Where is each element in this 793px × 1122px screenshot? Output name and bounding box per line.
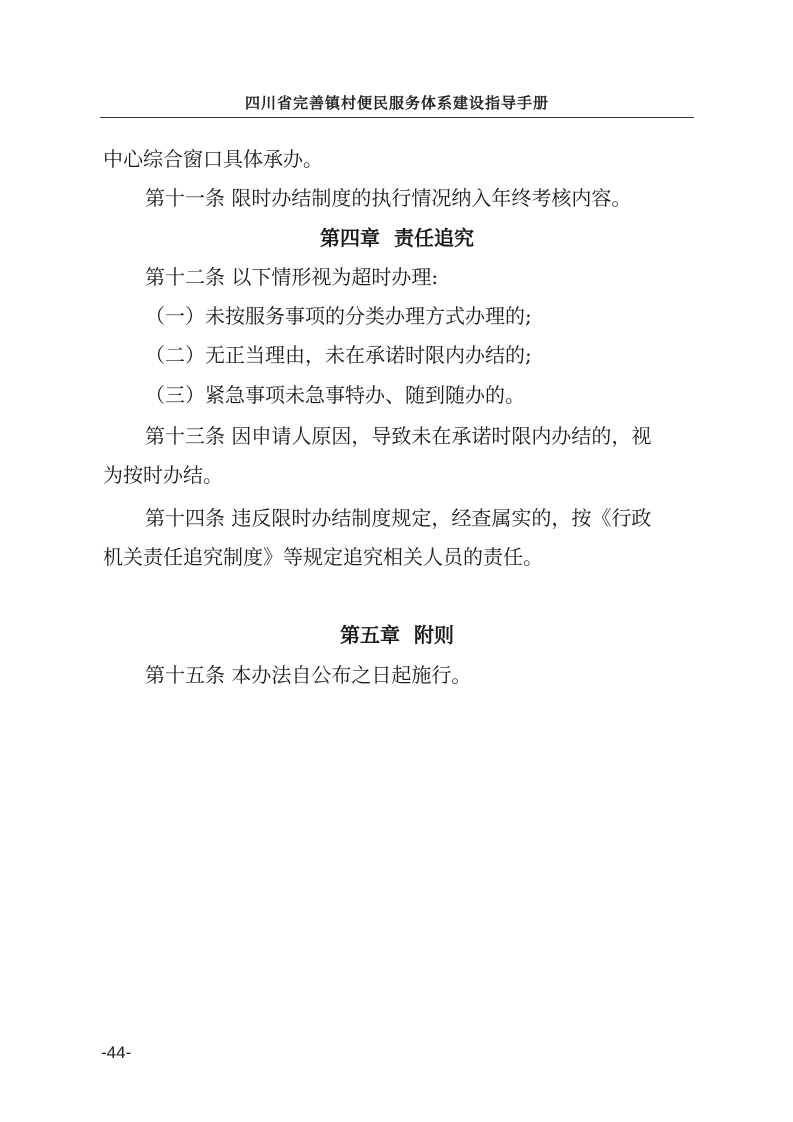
article-14-continued: 机关责任追究制度》等规定追究相关人员的责任。 bbox=[103, 545, 543, 569]
article-14: 第十四条 违反限时办结制度规定，经查属实的，按《行政 bbox=[145, 506, 652, 530]
body-line: 中心综合窗口具体承办。 bbox=[103, 147, 323, 171]
article-13: 第十三条 因申请人原因，导致未在承诺时限内办结的，视 bbox=[145, 424, 652, 448]
page-number: -44- bbox=[101, 1043, 132, 1062]
chapter-5-heading: 第五章 附则 bbox=[340, 623, 454, 647]
article-12-item-3: （三）紧急事项未急事特办、随到随办的。 bbox=[145, 383, 525, 407]
header-rule bbox=[100, 117, 694, 118]
running-header: 四川省完善镇村便民服务体系建设指导手册 bbox=[244, 94, 549, 112]
chapter-4-heading: 第四章 责任追究 bbox=[320, 226, 474, 250]
article-12: 第十二条 以下情形视为超时办理: bbox=[145, 265, 439, 289]
article-11: 第十一条 限时办结制度的执行情况纳入年终考核内容。 bbox=[145, 186, 632, 210]
article-15: 第十五条 本办法自公布之日起施行。 bbox=[145, 663, 472, 687]
article-12-item-2: （二）无正当理由，未在承诺时限内办结的; bbox=[145, 343, 532, 367]
article-12-item-1: （一）未按服务事项的分类办理方式办理的; bbox=[145, 304, 532, 328]
article-13-continued: 为按时办结。 bbox=[103, 463, 223, 487]
